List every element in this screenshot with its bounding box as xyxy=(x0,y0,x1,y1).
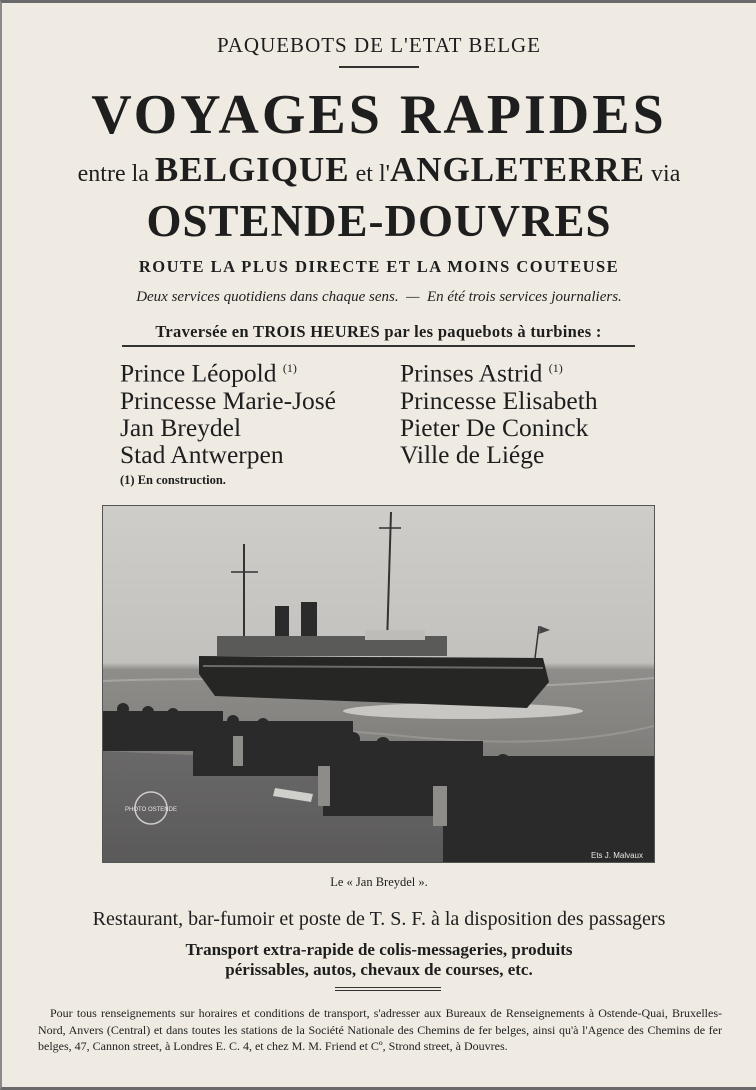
headline: VOYAGES RAPIDES xyxy=(91,84,667,146)
title-rule xyxy=(339,66,419,68)
ship-photo-illustration xyxy=(103,506,654,862)
services-schedule: Deux services quotidiens dans chaque sens. — En été trois services journaliers. xyxy=(136,289,622,305)
tagline: ROUTE LA PLUS DIRECTE ET LA MOINS COUTEUSE xyxy=(138,257,620,276)
ship-photo xyxy=(102,505,655,863)
ship-name: Jan Breydel xyxy=(120,412,242,442)
ship-list-left xyxy=(120,355,336,468)
route-country-england: ANGLETERRE xyxy=(389,150,646,189)
ship-name: Prinses Astrid $^{(1)}$ xyxy=(400,358,563,388)
freight-line: périssables, autos, chevaux de courses, etc. xyxy=(225,960,533,979)
ship-name: Princesse Elisabeth xyxy=(400,385,598,415)
ship-name: Princesse Marie-José xyxy=(120,385,336,415)
information-paragraph: Pour tous renseignements sur horaires et conditions de transport, s'adresser aux Bureaux de Renseignements à Ostende-Quai, Bruxelles-Nord, Anvers (Central) et dans toutes les stations de la Société Nationale des Chemins de fer belges, ainsi qu'à l'Agence des Chemins de fer belges, 47, Cannon street, à Londres E. C. 4, et chez M. M. Friend et Cº, Strond street, à Douvres. xyxy=(38,1006,722,1053)
crossing-lead: Traversée en xyxy=(155,322,249,341)
crossing-emphasis: TROIS HEURES xyxy=(253,322,380,341)
crossing-rest: par les paquebots à turbines : xyxy=(384,322,602,341)
construction-note: (1) En construction. xyxy=(120,473,226,487)
route-country-belgium: BELGIQUE xyxy=(154,150,350,189)
destination-title: OSTENDE-DOUVRES xyxy=(146,196,612,246)
route-join: et l' xyxy=(355,161,390,187)
ship-name: Pieter De Coninck xyxy=(400,412,589,442)
ship-name: Ville de Liége xyxy=(400,439,545,469)
crossing-headline xyxy=(122,322,635,347)
amenities-line: Restaurant, bar-fumoir et poste de T. S. F. à la disposition des passagers xyxy=(92,908,666,930)
route-suffix: via xyxy=(651,161,681,187)
freight-line: Transport extra-rapide de colis-messageries, produits xyxy=(185,940,573,959)
kicker-title: PAQUEBOTS DE L'ETAT BELGE xyxy=(216,33,542,57)
ship-list-right xyxy=(400,355,598,468)
ship-name: Prince Léopold $^{(1)}$ xyxy=(120,358,297,388)
photo-stamp: PHOTO OSTENDE xyxy=(125,807,177,813)
photo-caption: Le « Jan Breydel ». xyxy=(330,875,428,889)
double-rule xyxy=(335,987,441,991)
route-prefix: entre la xyxy=(77,161,149,187)
route-line xyxy=(2,150,756,194)
ship-name: Stad Antwerpen xyxy=(120,439,284,469)
photo-credit: Ets J. Malvaux xyxy=(590,851,643,860)
freight-services xyxy=(2,940,756,980)
